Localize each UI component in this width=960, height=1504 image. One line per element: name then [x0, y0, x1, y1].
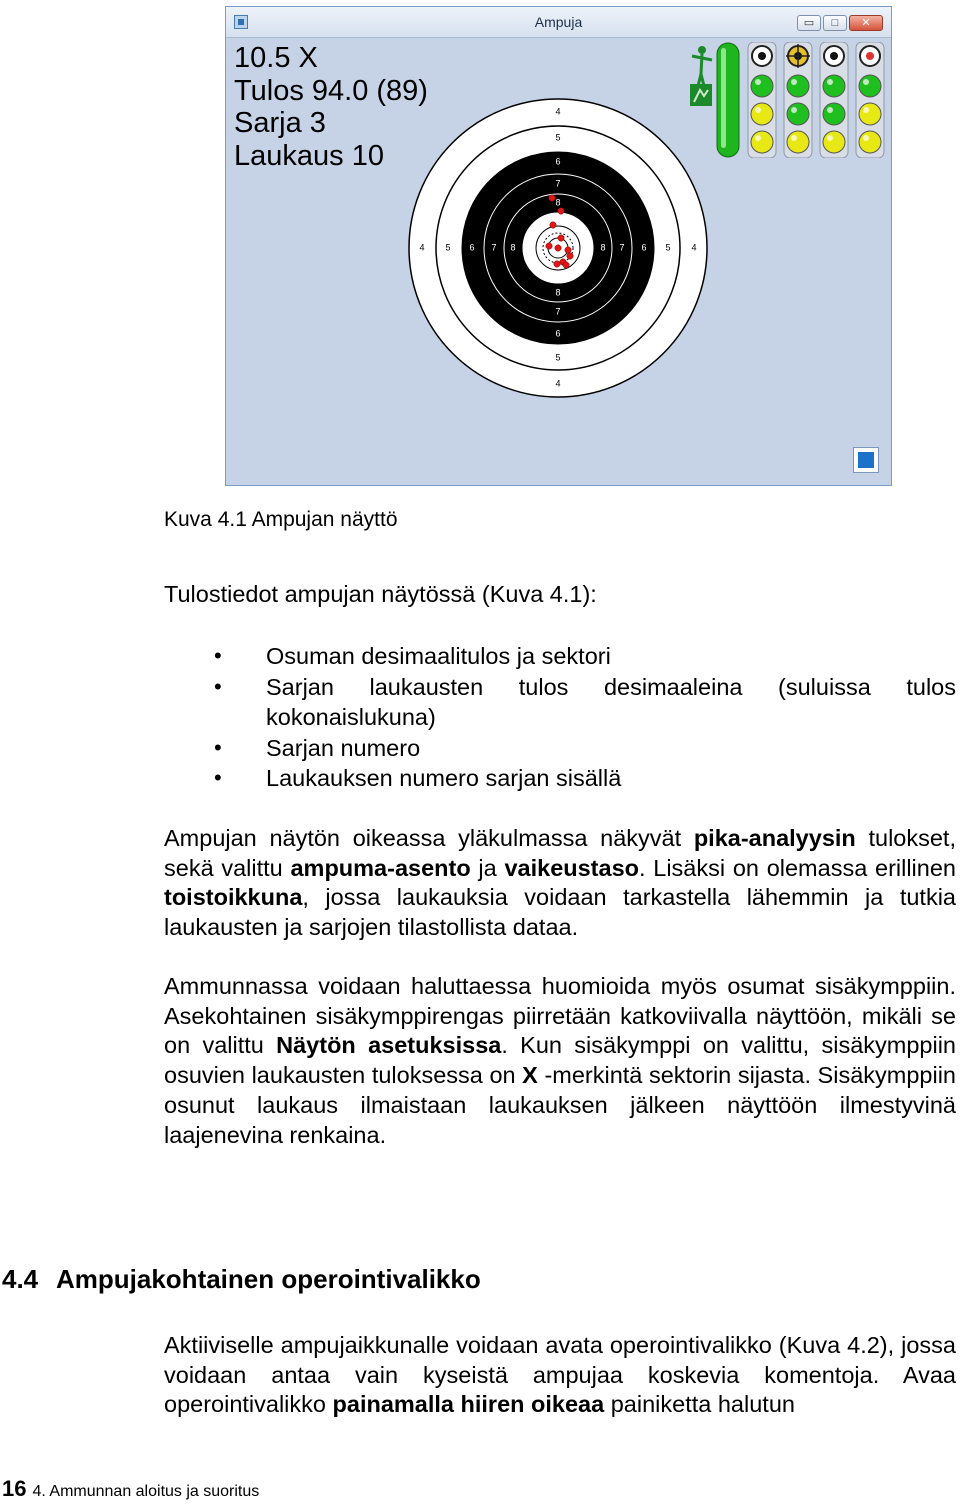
indicator-light: [787, 103, 809, 125]
term-toistoikkuna: toistoikkuna: [164, 884, 303, 911]
light-highlight: [863, 79, 869, 85]
term-pika-analyysi: pika-analyysin: [693, 825, 856, 851]
sight-icon: [752, 46, 772, 66]
close-button[interactable]: ✕: [849, 15, 883, 31]
shot-marker: [563, 262, 569, 268]
list-item: • Osuman desimaalitulos ja sektori: [164, 641, 956, 672]
paragraph-inner-ten: Ammunnassa voidaan haluttaessa huomioida myös osumat sisäkymppiin. Asekohtainen sisäkymppirengas piirretään katkoviivalla näyttöön, mikäli se on valittu Näytön asetuksissa. Kun sisäkymppi on valittu, sisäkymppiin osuvien laukausten tuloksessa on X -merkintä sektorin sijasta. Sisäkymppiin osunut laukaus ilmaistaan laukauksen jälkeen näyttöön ilmestyvinä laajenevina renkaina.: [164, 973, 956, 1148]
list-item: • Sarjan laukausten tulos desimaaleina (suluissa tulos kokonaislukuna): [164, 672, 956, 733]
indicator-light: [823, 103, 845, 125]
analysis-indicators: [688, 42, 890, 158]
ring-number: 6: [469, 242, 475, 253]
series-total: Tulos 94.0 (89): [234, 74, 428, 107]
indicator-light: [787, 131, 809, 153]
ring-number: 4: [691, 242, 697, 253]
shot-marker: [550, 222, 556, 228]
ring-number: 7: [491, 242, 497, 253]
light-highlight: [791, 79, 797, 85]
shot-number: Laukaus 10: [234, 139, 384, 172]
light-columns: [744, 42, 890, 158]
ring-number: 5: [665, 242, 671, 253]
indicator-light: [823, 131, 845, 153]
paragraph-indicators: Ampujan näytön oikeassa yläkulmassa näkyvät pika-analyysin tulokset, sekä valittu ampuma-asento ja vaikeustaso. Lisäksi on olemassa erillinen toistoikkuna, jossa laukauksia voidaan tarkastella lähemmin ja tutkia laukausten ja sarjojen tilastollista dataa.: [164, 825, 956, 941]
chapter-title: 4. Ammunnan aloitus ja suoritus: [32, 1483, 260, 1500]
indicator-light: [859, 131, 881, 153]
shot-marker: [554, 261, 560, 267]
ring-number: 5: [555, 352, 561, 363]
shot-marker: [558, 235, 564, 241]
ring-number: 7: [555, 306, 561, 317]
indicator-light: [787, 75, 809, 97]
term-vaikeustaso: vaikeustaso: [504, 854, 640, 881]
target: [406, 96, 710, 400]
ring-number: 4: [419, 242, 425, 253]
shot-marker: [565, 247, 571, 253]
list-item: • Laukauksen numero sarjan sisällä: [164, 763, 956, 794]
light-highlight: [863, 135, 869, 141]
ring-number: 5: [555, 132, 561, 143]
ring-number: 4: [555, 106, 561, 117]
list-item: • Sarjan numero: [164, 733, 956, 764]
shot-marker: [549, 195, 555, 201]
page-footer: [2, 1476, 259, 1502]
indicator-light: [859, 103, 881, 125]
minimize-button[interactable]: ▭: [797, 15, 821, 31]
light-highlight: [827, 107, 833, 113]
section-heading: [2, 1264, 481, 1295]
target-icon: [824, 46, 844, 66]
figure-caption: Kuva 4.1 Ampujan näyttö: [164, 508, 398, 531]
light-highlight: [827, 135, 833, 141]
term-right-click: painamalla hiiren oikeaa: [332, 1391, 605, 1418]
ring-number: 6: [641, 242, 647, 253]
shooter-window: [225, 6, 892, 486]
light-highlight: [791, 135, 797, 141]
stop-button[interactable]: [853, 447, 879, 473]
ring-number: 8: [555, 197, 561, 208]
ring-number: 6: [555, 328, 561, 339]
ring-number: 7: [619, 242, 625, 253]
indicator-light: [823, 75, 845, 97]
series-number: Sarja 3: [234, 107, 326, 139]
ring-number: 7: [555, 178, 561, 189]
ring-number: 8: [555, 287, 561, 298]
page-number: 16: [2, 1476, 27, 1501]
result-info: [234, 42, 428, 172]
ammo-icon: [860, 46, 880, 66]
light-highlight: [755, 135, 761, 141]
window-controls: [797, 15, 883, 31]
light-highlight: [755, 107, 761, 113]
light-highlight: [791, 107, 797, 113]
shot-marker: [546, 243, 552, 249]
light-highlight: [755, 79, 761, 85]
indicator-light: [751, 103, 773, 125]
ring-number: 6: [555, 156, 561, 167]
section-number: 4.4: [2, 1264, 39, 1294]
shot-marker: [567, 253, 573, 259]
window-client-area: [230, 38, 887, 481]
indicator-light: [859, 75, 881, 97]
lead-paragraph: Tulostiedot ampujan näytössä (Kuva 4.1):: [164, 581, 597, 607]
indicator-light: [751, 131, 773, 153]
section-title: Ampujakohtainen operointivalikko: [56, 1264, 481, 1294]
light-highlight: [827, 79, 833, 85]
light-highlight: [863, 107, 869, 113]
term-nayton-asetukset: Näytön asetuksissa: [276, 1032, 502, 1059]
shooter-standing-icon: [688, 44, 714, 108]
indicator-light: [751, 75, 773, 97]
paragraph-operation-menu: Aktiiviselle ampujaikkunalle voidaan avata operointivalikko (Kuva 4.2), jossa voidaan antaa vain kyseistä ampujaa koskevia komentoja. Avaa operointivalikko painamalla hiiren oikeaa painiketta halutun: [164, 1332, 956, 1418]
ring-number: 5: [445, 242, 451, 253]
ring-number: 8: [600, 242, 606, 253]
maximize-button[interactable]: □: [823, 15, 847, 31]
shot-marker: [558, 208, 564, 214]
title-bar: [226, 7, 891, 38]
window-title: Ampuja: [534, 14, 583, 30]
result-list: [164, 641, 956, 794]
ring-number: 4: [555, 378, 561, 389]
shot-marker: [555, 245, 561, 251]
level-bar-icon: [716, 42, 740, 158]
term-ampuma-asento: ampuma-asento: [290, 854, 471, 881]
term-x-mark: X: [522, 1062, 538, 1089]
shot-result: 10.5 X: [234, 42, 318, 74]
ring-number: 8: [510, 242, 516, 253]
